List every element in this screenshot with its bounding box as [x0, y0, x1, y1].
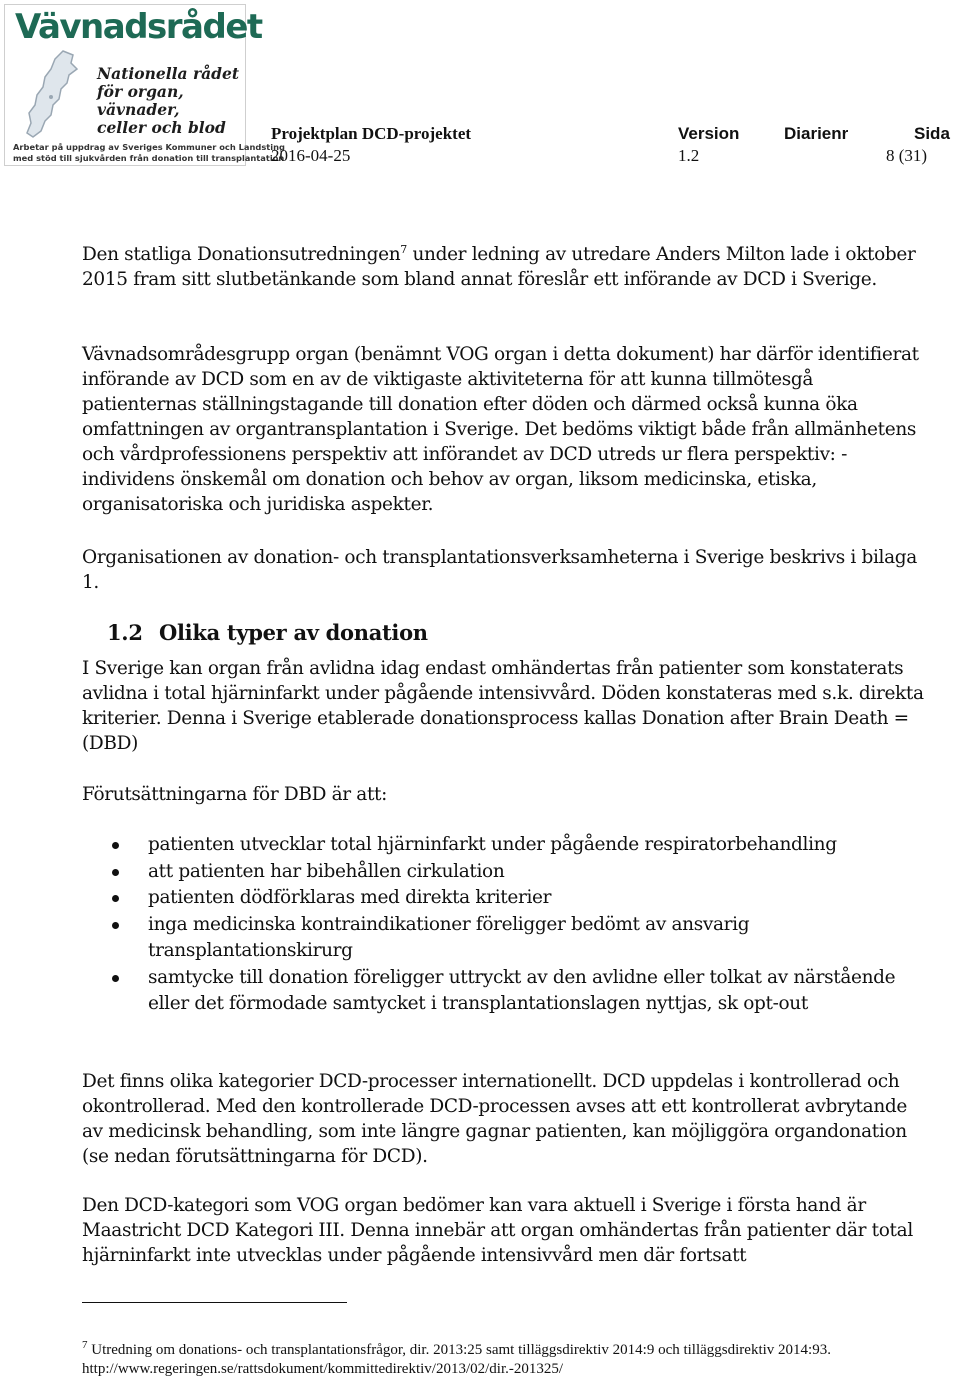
- logo-footer: Arbetar på uppdrag av Sveriges Kommuner och Landsting med stöd till sjukvården från donation till transplantation: [13, 142, 285, 163]
- paragraph-dcd-kategorier: Det finns olika kategorier DCD-processer internationellt. DCD uppdelas i kontrollerad och okontrollerad. Med den kontrollerade DCD-processen avses att ett kontrollerat avbrytande av medicinsk behandling, som inte längre gagnar patienten, kan möjliggöra organdonation (se nedan förutsättningarna för DCD).: [82, 1071, 907, 1167]
- footnote-number: 7: [82, 1339, 88, 1351]
- header-version-label: Version: [678, 124, 740, 143]
- bullet-icon: [112, 922, 119, 929]
- paragraph-maastricht: Den DCD-kategori som VOG organ bedömer kan vara aktuell i Sverige i första hand är Maastricht DCD Kategori III. Denna innebär att organ omhändertas från patienter där total hjärninfarkt inte utvecklas under pågående intensivvård men där fortsatt: [82, 1195, 913, 1266]
- paragraph-forutsattningar: Förutsättningarna för DBD är att:: [82, 784, 388, 805]
- list-item: patienten utvecklar total hjärninfarkt under pågående respiratorbehandling: [0, 832, 908, 859]
- footnote: [82, 1336, 952, 1379]
- section-heading: [107, 620, 428, 645]
- footnote-ref: 7: [400, 242, 407, 256]
- sweden-map-icon: [11, 49, 95, 141]
- logo-tagline: Nationella rådet för organ, vävnader, celler och blod: [97, 64, 240, 137]
- header-version: 1.2: [678, 146, 700, 165]
- header-project-label: Projektplan DCD-projektet: [271, 124, 472, 143]
- organization-logo: [4, 4, 285, 166]
- logo-title: Vävnadsrådet: [15, 7, 262, 47]
- paragraph-vog-organ: Vävnadsområdesgrupp organ (benämnt VOG organ i detta dokument) har därför identifierat införande av DCD som en av de viktigaste aktiviteterna för att kunna tillmötesgå patienternas ställningstagande till donation efter döden och därmed också kunna öka omfattningen av organtransplantation i Sverige. Det bedöms viktigt både från allmänhetens och vårdprofessionens perspektiv att införandet av DCD utreds ur flera perspektiv: - individens önskemål om donation och behov av organ, liksom medicinska, etiska, organisatoriska och juridiska aspekter.: [82, 344, 919, 515]
- header-date: 2016-04-25: [271, 146, 351, 165]
- list-item: att patienten har bibehållen cirkulation: [0, 859, 908, 886]
- header-page-label: Sida: [914, 124, 950, 143]
- bullet-icon: [112, 842, 119, 849]
- section-number: 1.2: [107, 620, 143, 645]
- bullet-icon: [112, 975, 119, 982]
- bullet-icon: [112, 869, 119, 876]
- list-item: samtycke till donation föreligger uttryckt av den avlidne eller tolkat av närstående eller det förmodade samtycket i transplantationslagen nyttjas, sk opt-out: [0, 965, 908, 1018]
- list-item: inga medicinska kontraindikationer föreligger bedömt av ansvarig transplantationskirurg: [0, 912, 908, 965]
- footnote-divider: [82, 1302, 347, 1303]
- paragraph-dbd: I Sverige kan organ från avlidna idag endast omhändertas från patienter som konstaterats avlidna i total hjärninfarkt under pågående intensivvård. Döden konstateras med s.k. direkta kriterier. Denna i Sverige etablerade donationsprocess kallas Donation after Brain Death =(DBD): [82, 658, 924, 754]
- list-item: patienten dödförklaras med direkta kriterier: [0, 885, 908, 912]
- paragraph-donationsutredningen: Den statliga Donationsutredningen$^7$ under ledning av utredare Anders Milton lade i oktober 2015 fram sitt slutbetänkande som bland annat föreslår ett införande av DCD i Sverige.: [82, 242, 916, 290]
- footnote-link[interactable]: http://www.regeringen.se/rattsdokument/kommittedirektiv/2013/02/dir.-201325/: [82, 1361, 564, 1377]
- bullet-icon: [112, 895, 119, 902]
- paragraph-organisationen: Organisationen av donation- och transplantationsverksamheterna i Sverige beskrivs i bilaga 1.: [82, 547, 917, 593]
- header-diarienr-label: Diarienr: [784, 124, 849, 143]
- header-page-number: 8 (31): [886, 146, 928, 165]
- dbd-conditions-list: [0, 832, 940, 1018]
- footnote-text: Utredning om donations- och transplantationsfrågor, dir. 2013:25 samt tilläggsdirektiv 2014:9 och tilläggsdirektiv 2014:93.: [87, 1342, 831, 1358]
- section-title: Olika typer av donation: [159, 620, 428, 645]
